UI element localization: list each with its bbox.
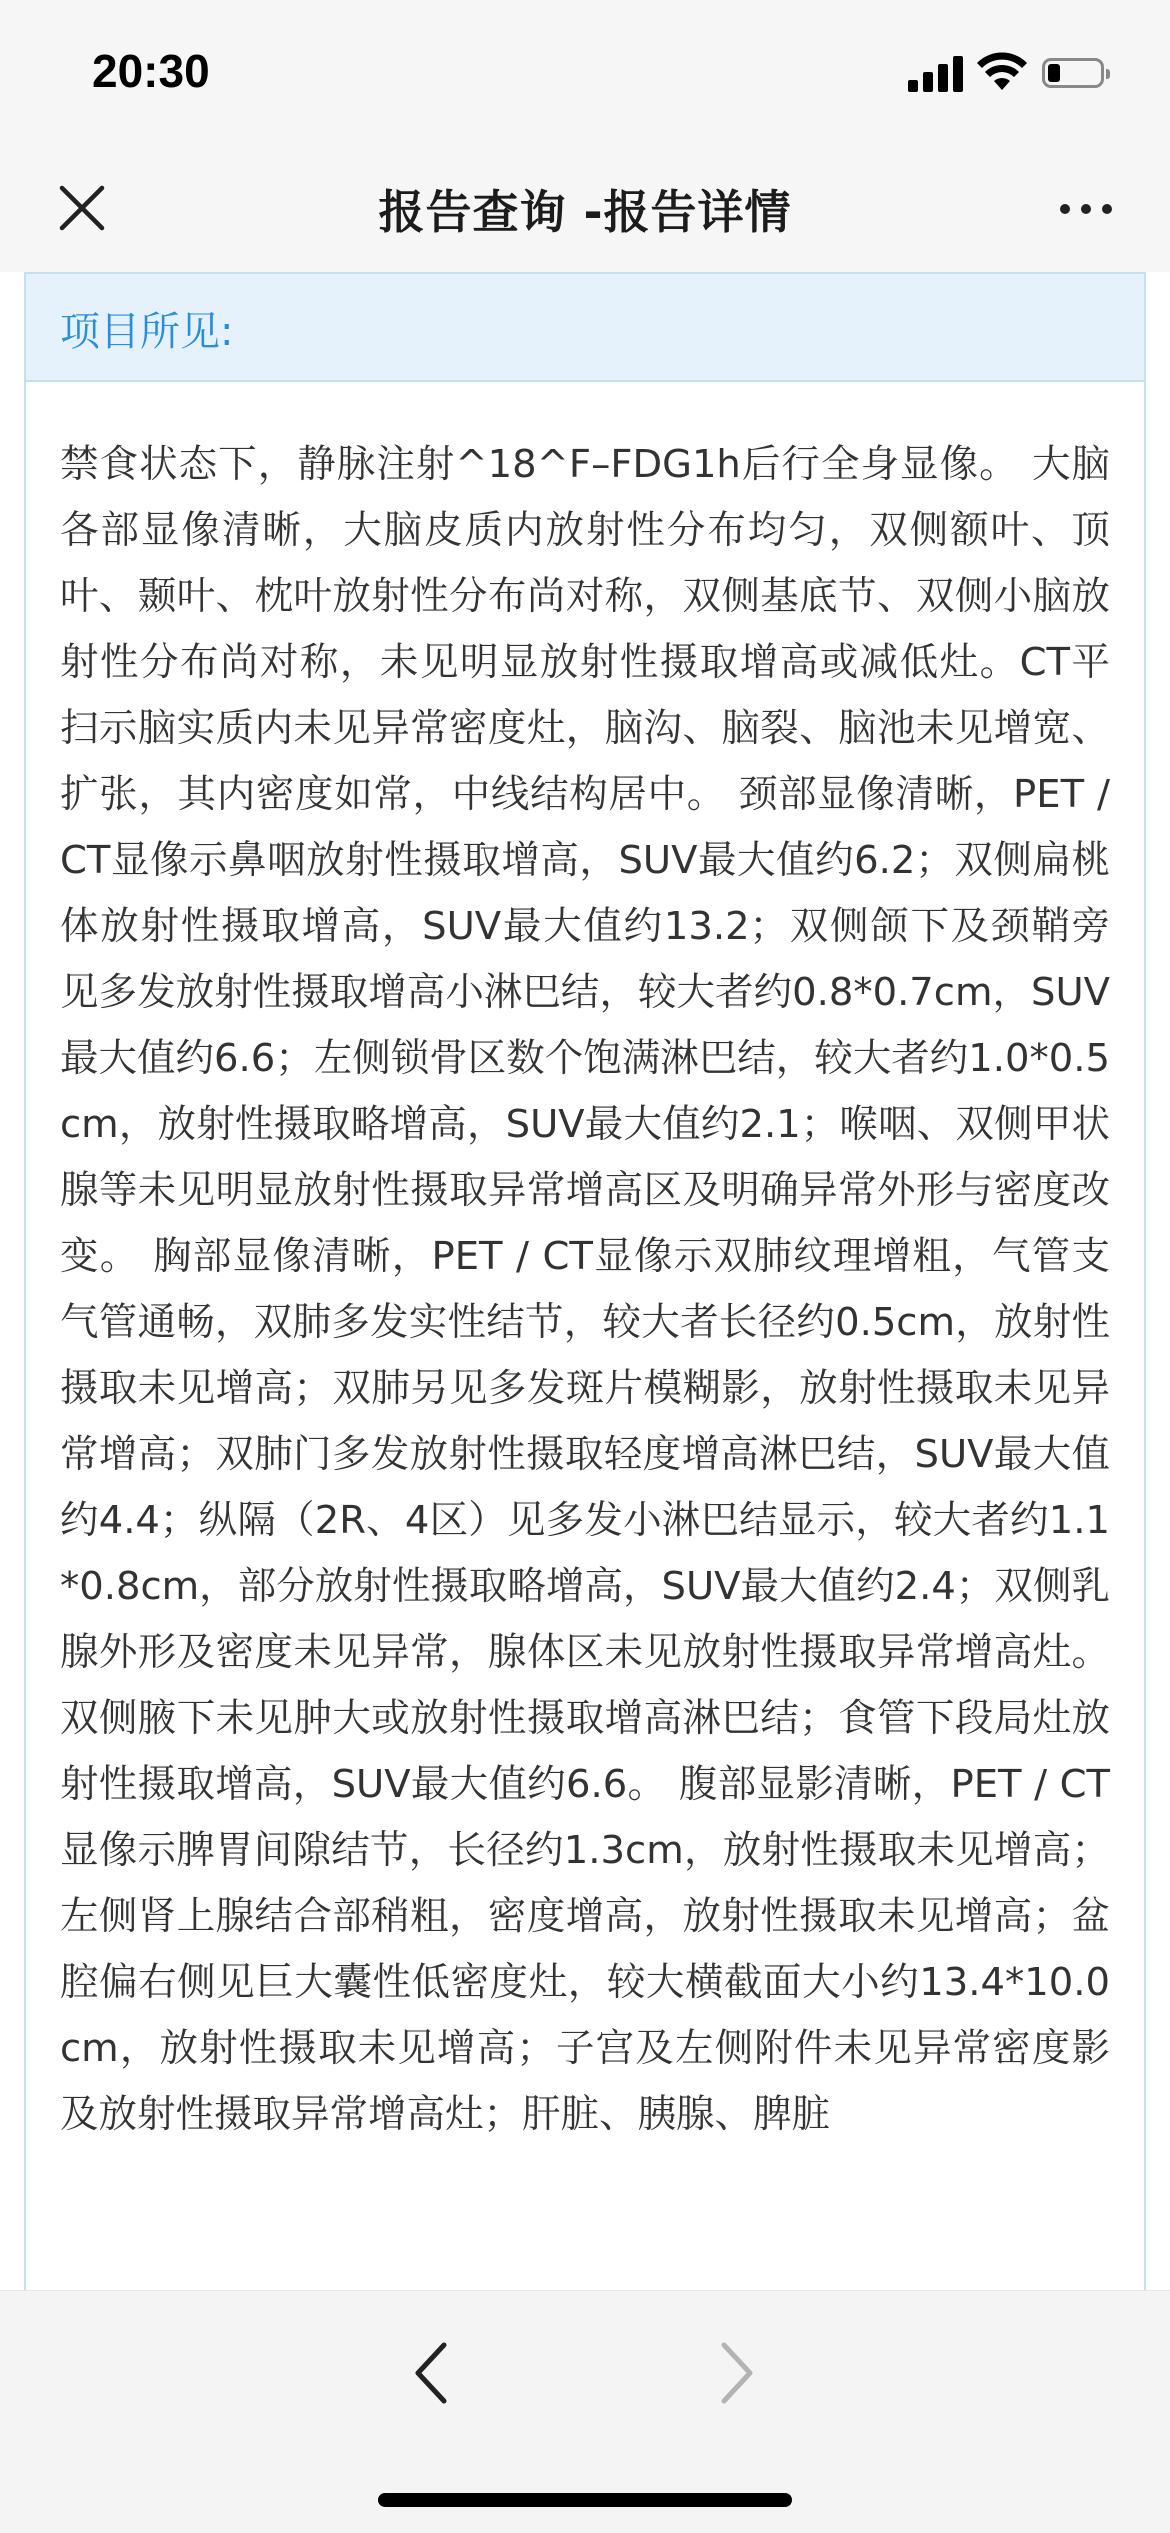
navigation-bar <box>0 150 1170 272</box>
findings-header-label: 项目所见: <box>60 309 234 355</box>
findings-header <box>26 274 1144 382</box>
status-time: 20:30 <box>92 45 210 97</box>
more-icon[interactable] <box>1058 202 1114 216</box>
home-indicator <box>378 2493 792 2507</box>
wifi-icon <box>976 52 1028 92</box>
findings-text: 禁食状态下，静脉注射^18^F–FDG1h后行全身显像。 大脑各部显像清晰，大脑皮质内放射性分布均匀，双侧额叶、顶叶、颞叶、枕叶放射性分布尚对称，双侧基底节、双侧小脑放射性分布尚对称，未见明显放射性摄取增高或减低灶。CT平扫示脑实质内未见异常密度灶，脑沟、脑裂、脑池未见增宽、扩张，其内密度如常，中线结构居中。 颈部显像清晰，PET / CT显像示鼻咽放射性摄取增高，SUV最大值约6.2；双侧扁桃体放射性摄取增高，SUV最大值约13.2；双侧颌下及颈鞘旁见多发放射性摄取增高小淋巴结，较大者约0.8*0.7cm，SUV最大值约6.6；左侧锁骨区数个饱满淋巴结，较大者约1.0*0.5cm，放射性摄取略增高，SUV最大值约2.1；喉咽、双侧甲状腺等未见明显放射性摄取异常增高区及明确异常外形与密度改变。 胸部显像清晰，PET / CT显像示双肺纹理增粗，气管支气管通畅，双肺多发实性结节，较大者长径约0.5cm，放射性摄取未见增高；双肺另见多发斑片模糊影，放射性摄取未见异常增高；双肺门多发放射性摄取轻度增高淋巴结，SUV最大值约4.4；纵隔（2R、4区）见多发小淋巴结显示，较大者约1.1*0.8cm，部分放射性摄取略增高，SUV最大值约2.4；双侧乳腺外形及密度未见异常，腺体区未见放射性摄取异常增高灶。双侧腋下未见肿大或放射性摄取增高淋巴结；食管下段局灶放射性摄取增高，SUV最大值约6.6。 腹部显影清晰，PET / CT显像示脾胃间隙结节，长径约1.3cm，放射性摄取未见增高；左侧肾上腺结合部稍粗，密度增高，放射性摄取未见增高；盆腔偏右侧见巨大囊性低密度灶，较大横截面大小约13.4*10.0cm，放射性摄取未见增高；子宫及左侧附件未见异常密度影及放射性摄取异常增高灶；肝脏、胰腺、脾脏 <box>60 442 1110 2137</box>
page-title: 报告查询 -报告详情 <box>378 185 792 239</box>
status-bar <box>0 0 1170 150</box>
report-content[interactable] <box>0 272 1170 2290</box>
chevron-right-icon[interactable] <box>708 2335 764 2411</box>
findings-panel <box>24 272 1146 2290</box>
bottom-toolbar <box>0 2290 1170 2533</box>
cellular-signal-icon <box>908 54 966 92</box>
chevron-left-icon[interactable] <box>404 2335 460 2411</box>
battery-icon <box>1042 58 1104 88</box>
